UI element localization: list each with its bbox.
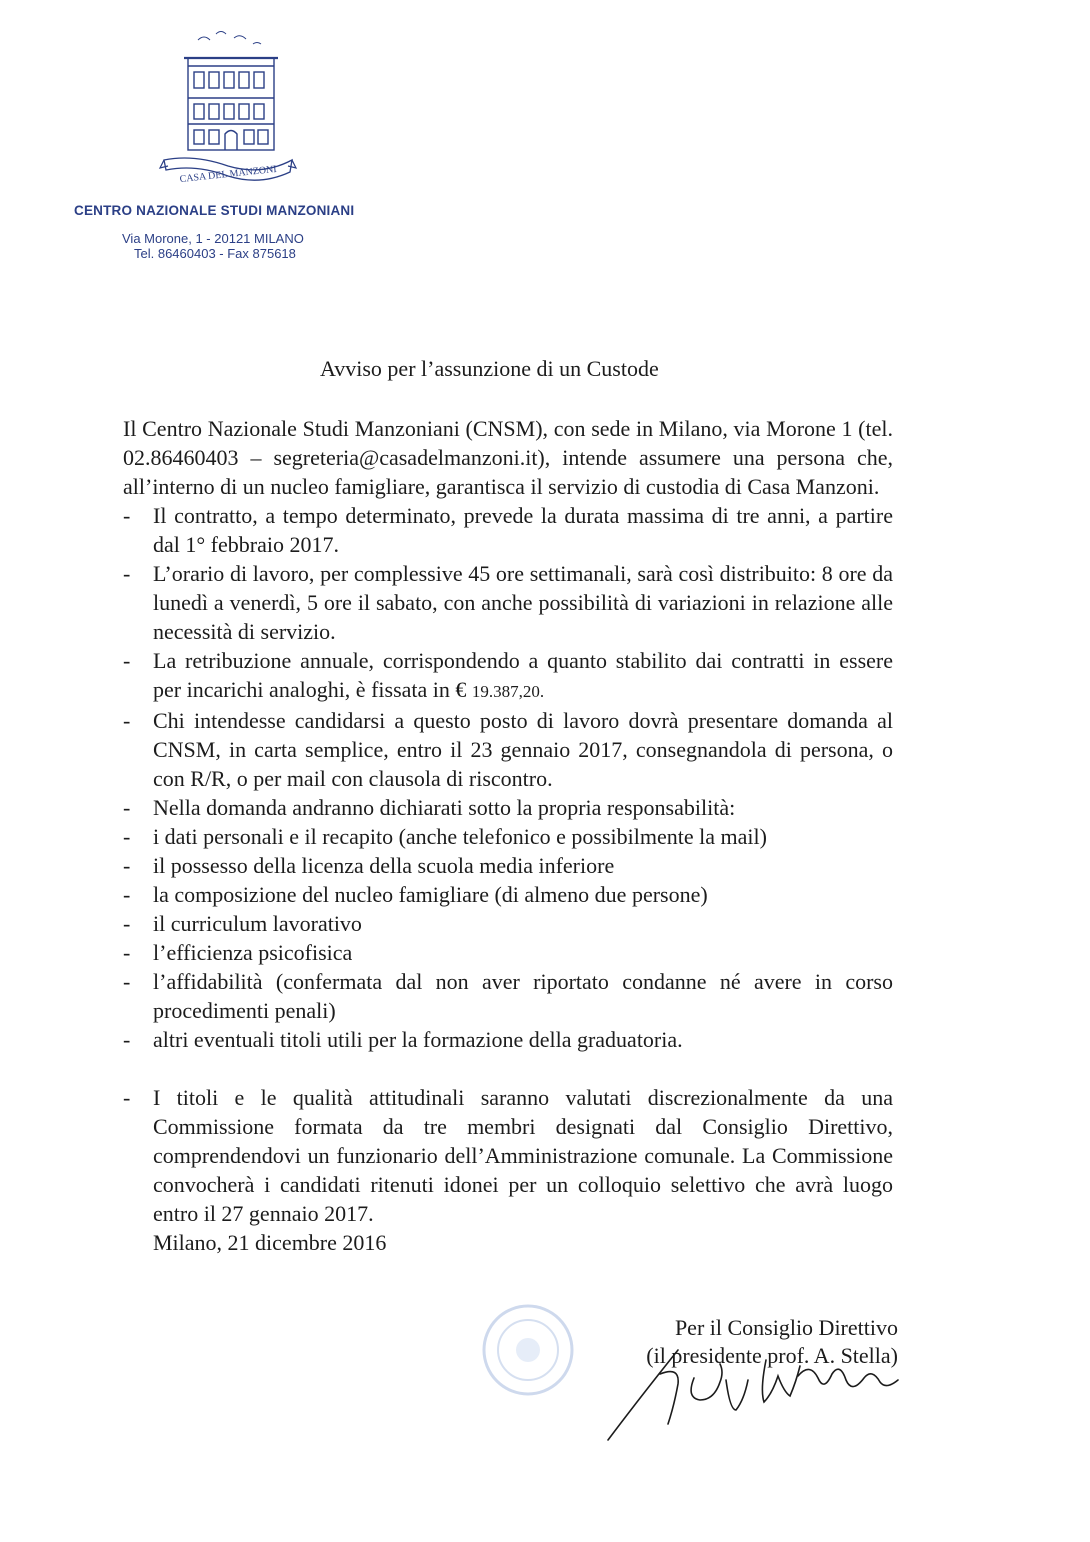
closing-line-2: (il presidente prof. A. Stella) [646,1343,898,1368]
list-item: - il curriculum lavorativo [123,909,893,938]
list-item: - la composizione del nucleo famigliare (di almeno due persone) [123,880,893,909]
organization-phone: Tel. 86460403 - Fax 875618 [134,246,296,261]
conditions-list [123,501,893,1054]
list-item-salary [123,646,893,706]
list-item: - Nella domanda andranno dichiarati sotto la propria responsabilità: [123,793,893,822]
list-item: - altri eventuali titoli utili per la formazione della graduatoria. [123,1025,893,1054]
stamp-seal [478,1300,578,1400]
list-item: - l’affidabilità (confermata dal non aver riportato condanne né avere in corso procedimenti penali) [123,967,893,1025]
document-body [123,414,893,1257]
salary-amount: 19.387,20. [471,682,545,701]
list-item: - L’orario di lavoro, per complessive 45 ore settimanali, sarà così distribuito: 8 ore da lunedì a venerdì, 5 ore il sabato, con anche possibilità di variazioni in relazione alle necessità di servizio. [123,559,893,646]
list-item: - Il contratto, a tempo determinato, prevede la durata massima di tre anni, a partire dal 1° febbraio 2017. [123,501,893,559]
intro-paragraph: Il Centro Nazionale Studi Manzoniani (CNSM), con sede in Milano, via Morone 1 (tel. 02.86460403 – segreteria@casadelmanzoni.it), intende assumere una persona che, all’interno di un nucleo famigliare, garantisca il servizio di custodia di Casa Manzoni. [123,416,893,499]
logo-caption: CASA DEL MANZONI [179,163,278,186]
document-title: Avviso per l’assunzione di un Custode [320,356,659,381]
list-item-commission: - I titoli e le qualità attitudinali saranno valutati discrezionalmente da una Commissione formata da tre membri designati dal Consiglio Direttivo, comprendendovi un funzionario dell’Amministrazione comunale. La Commissione convocherà i candidati ritenuti idonei per un colloquio selettivo che avrà luogo entro il 27 gennaio 2017. [123,1083,893,1228]
salary-text: La retribuzione annuale, corrispondendo a quanto stabilito dai contratti in essere per incarichi analoghi, è fissata in € [153,648,893,702]
list-item: - l’efficienza psicofisica [123,938,893,967]
commission-list [123,1083,893,1228]
place-date: Milano, 21 dicembre 2016 [153,1230,387,1255]
list-item: - i dati personali e il recapito (anche telefonico e possibilmente la mail) [123,822,893,851]
handwritten-signature [598,1340,928,1450]
organization-address: Via Morone, 1 - 20121 MILANO [122,231,304,246]
organization-name: CENTRO NAZIONALE STUDI MANZONIANI [74,203,355,218]
casa-del-manzoni-logo [158,20,298,190]
list-item: - Chi intendesse candidarsi a questo posto di lavoro dovrà presentare domanda al CNSM, in carta semplice, entro il 23 gennaio 2017, consegnandola di persona, o con R/R, o per mail con clausola di riscontro. [123,706,893,793]
closing-line-1: Per il Consiglio Direttivo [674,1315,898,1340]
list-item: - il possesso della licenza della scuola media inferiore [123,851,893,880]
